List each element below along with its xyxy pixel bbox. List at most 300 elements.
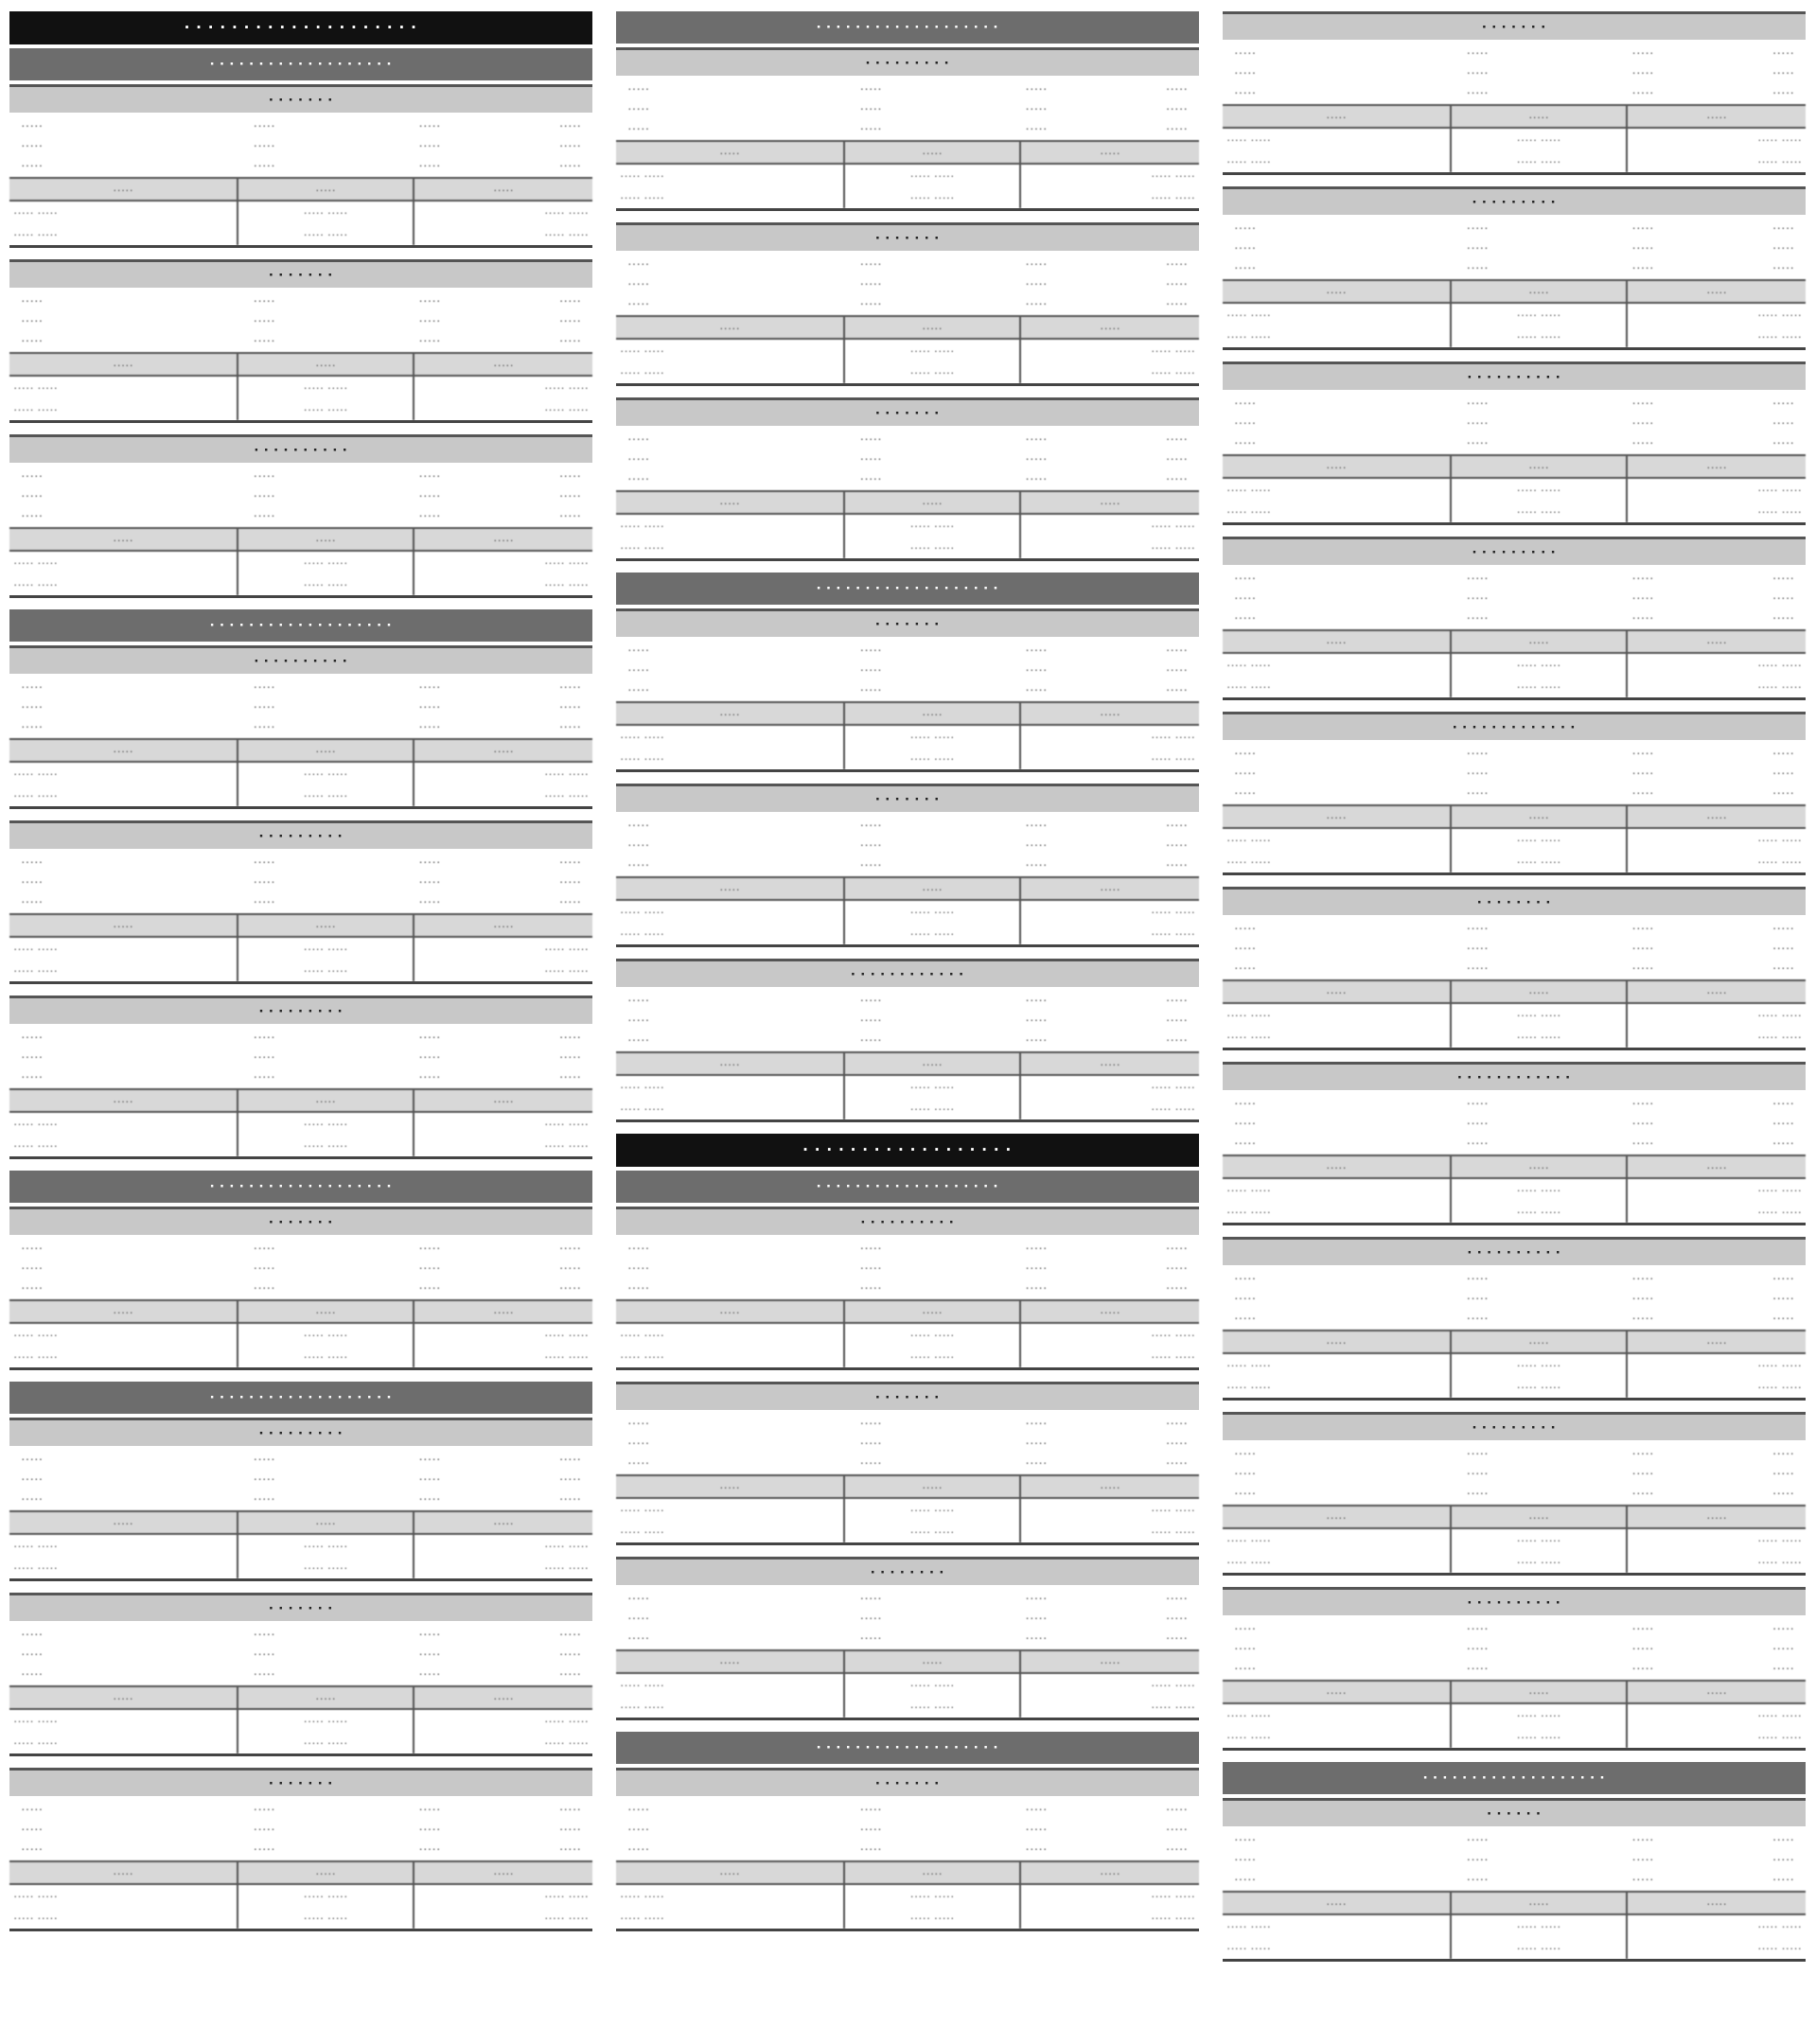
table-cell: ····· ·····	[1151, 730, 1195, 744]
table-cell: ····· ·····	[1757, 833, 1802, 847]
table-row	[1223, 128, 1806, 150]
table-cell: ····· ·····	[1151, 1889, 1195, 1903]
stat-value: ·····	[1025, 1821, 1048, 1836]
table-cell: ····· ·····	[1223, 676, 1451, 697]
stat-value: ·····	[1772, 609, 1795, 625]
stat-value: ·····	[253, 1260, 275, 1275]
table-cell: ····· ·····	[544, 555, 589, 570]
table-cell: ····· ·····	[1451, 303, 1627, 326]
stat-value: ·····	[21, 1279, 44, 1295]
listing-title: · · · · · · ·	[9, 84, 592, 113]
table-header: ·····	[9, 528, 238, 551]
table-cell: ····· ·····	[9, 1534, 238, 1557]
stat-value: ·····	[558, 678, 582, 694]
table-header: ·····	[414, 353, 592, 376]
stat-value: ·····	[859, 1821, 882, 1836]
table-header: ·····	[414, 1861, 592, 1884]
table-cell: ····· ·····	[544, 1911, 589, 1925]
stat-value: ·····	[1165, 1435, 1189, 1450]
stat-value: ·····	[1466, 590, 1489, 605]
stat-value: ·····	[1631, 1095, 1654, 1110]
stat-value: ·····	[627, 1630, 650, 1645]
table-header: ·····	[616, 1052, 844, 1075]
stat-value: ·····	[21, 1068, 44, 1084]
table-cell: ····· ·····	[238, 1907, 414, 1929]
table-row	[1223, 1353, 1806, 1376]
table-cell: ····· ·····	[1223, 1551, 1451, 1573]
listing-card	[1223, 186, 1806, 350]
table-cell: ····· ·····	[844, 1884, 1020, 1907]
stat-value: ·····	[21, 893, 44, 908]
table-cell: ····· ·····	[9, 223, 238, 245]
table-cell: ····· ·····	[1451, 1201, 1627, 1223]
table-header: ·····	[1020, 316, 1199, 339]
table-cell: ····· ·····	[9, 784, 238, 806]
stat-row	[1234, 1308, 1794, 1328]
listing-stats	[1223, 215, 1806, 279]
table-header: ·····	[616, 877, 844, 900]
stat-value: ·····	[253, 1626, 275, 1641]
listing-stats	[9, 849, 592, 913]
table-cell: ····· ·····	[1223, 1178, 1451, 1201]
table-cell: ····· ·····	[1151, 1911, 1195, 1925]
table-header: ·····	[9, 1861, 238, 1884]
listing-card	[1223, 1587, 1806, 1751]
listing-table	[1223, 454, 1806, 522]
stat-row	[1234, 1288, 1794, 1308]
stat-value: ·····	[1466, 960, 1489, 975]
table-cell: ····· ·····	[9, 1907, 238, 1929]
stat-value: ·····	[1165, 1454, 1189, 1470]
listing-table	[9, 352, 592, 420]
stat-value: ·····	[418, 1029, 441, 1044]
stat-value: ·····	[1025, 1415, 1048, 1430]
table-cell: ····· ·····	[544, 1138, 589, 1153]
table-cell: ····· ·····	[616, 1323, 844, 1346]
stat-row	[1234, 1463, 1794, 1483]
listing-table	[616, 490, 1199, 558]
stat-row	[1234, 1869, 1794, 1889]
table-cell: ····· ·····	[1451, 326, 1627, 347]
table-header: ·····	[1627, 630, 1806, 653]
table-cell: ····· ·····	[844, 1673, 1020, 1696]
table-cell: ····· ·····	[238, 937, 414, 960]
stat-value: ·····	[627, 1415, 650, 1430]
stat-value: ·····	[1025, 1012, 1048, 1027]
table-cell: ····· ·····	[844, 1323, 1020, 1346]
table-cell: ····· ·····	[1451, 851, 1627, 872]
stat-value: ·····	[253, 1451, 275, 1466]
stat-value: ·····	[1234, 920, 1257, 935]
stat-row	[1234, 1483, 1794, 1503]
stat-row	[627, 1258, 1188, 1278]
table-cell: ····· ·····	[616, 900, 844, 923]
table-cell: ····· ·····	[1151, 1349, 1195, 1364]
table-cell: ····· ·····	[238, 1557, 414, 1578]
stat-value: ·····	[1466, 414, 1489, 430]
table-cell: ····· ·····	[1223, 653, 1451, 676]
listing-stats	[1223, 1265, 1806, 1330]
table-cell: ····· ·····	[9, 1884, 238, 1907]
stat-row	[1234, 1268, 1794, 1288]
stat-row	[1234, 1093, 1794, 1113]
stat-value: ·····	[418, 487, 441, 502]
listing-table	[616, 701, 1199, 769]
stat-value: ·····	[1772, 220, 1795, 235]
table-header: ·····	[1020, 1052, 1199, 1075]
stat-value: ·····	[418, 1279, 441, 1295]
table-cell: ····· ·····	[844, 1498, 1020, 1521]
stat-row	[627, 1238, 1188, 1258]
stat-value: ·····	[253, 1490, 275, 1506]
stat-value: ·····	[627, 1435, 650, 1450]
table-cell: ····· ·····	[1223, 128, 1451, 150]
table-cell: ····· ·····	[238, 1884, 414, 1907]
stat-value: ·····	[418, 1490, 441, 1506]
stat-value: ·····	[1165, 256, 1189, 271]
stat-value: ·····	[418, 1665, 441, 1681]
stat-value: ·····	[253, 1068, 275, 1084]
stat-value: ·····	[1772, 1135, 1795, 1150]
listing-stats	[616, 251, 1199, 315]
stat-value: ·····	[1631, 1115, 1654, 1130]
stat-row	[627, 1278, 1188, 1297]
stat-row	[627, 1433, 1188, 1453]
table-header: ·····	[616, 1475, 844, 1498]
table-cell: ····· ·····	[1451, 1703, 1627, 1726]
stat-value: ·····	[1631, 960, 1654, 975]
stat-value: ·····	[1466, 1290, 1489, 1305]
table-cell: ····· ·····	[1757, 1555, 1802, 1569]
stat-row	[1234, 1658, 1794, 1678]
table-cell: ····· ·····	[1151, 751, 1195, 766]
stat-value: ·····	[859, 1610, 882, 1625]
table-cell: ····· ·····	[1757, 1008, 1802, 1022]
table-cell: ····· ·····	[238, 376, 414, 398]
stat-value: ·····	[253, 1665, 275, 1681]
stat-value: ·····	[1165, 1821, 1189, 1836]
table-cell: ····· ·····	[1757, 1358, 1802, 1372]
stat-value: ·····	[253, 854, 275, 869]
stat-row	[627, 990, 1188, 1010]
section-header: · · · · · · · · · · · · · · · · · · ·	[9, 1171, 592, 1203]
table-row	[9, 551, 592, 573]
listing-table	[9, 527, 592, 595]
table-cell: ····· ·····	[1223, 326, 1451, 347]
table-row	[616, 164, 1199, 186]
table-row	[1223, 1178, 1806, 1201]
stat-value: ·····	[1772, 395, 1795, 410]
table-cell: ····· ·····	[1757, 132, 1802, 147]
stat-row	[627, 118, 1188, 138]
table-cell: ····· ·····	[544, 577, 589, 591]
stat-value: ·····	[1772, 765, 1795, 780]
stat-value: ·····	[1772, 434, 1795, 449]
listing-title: · · · · · · · · · ·	[616, 1207, 1199, 1235]
stat-value: ·····	[558, 292, 582, 308]
stat-value: ·····	[859, 450, 882, 466]
table-cell: ····· ·····	[1757, 483, 1802, 497]
table-cell: ····· ·····	[1223, 1376, 1451, 1398]
table-cell: ····· ·····	[9, 551, 238, 573]
table-cell: ····· ·····	[9, 398, 238, 420]
table-header: ·····	[1020, 491, 1199, 514]
stat-row	[21, 677, 581, 696]
table-cell: ····· ·····	[616, 748, 844, 769]
table-row	[616, 1346, 1199, 1367]
stat-row	[627, 855, 1188, 874]
stat-row	[21, 466, 581, 485]
table-header: ·····	[1223, 105, 1451, 128]
stat-row	[21, 1258, 581, 1278]
table-header: ·····	[9, 914, 238, 937]
stat-value: ·····	[627, 1590, 650, 1605]
table-header: ·····	[414, 914, 592, 937]
section-header: · · · · · · · · · · · · · · · · · · ·	[9, 609, 592, 642]
stat-value: ·····	[1631, 64, 1654, 79]
table-header: ·····	[9, 1300, 238, 1323]
table-cell: ····· ·····	[1451, 128, 1627, 150]
listing-table	[1223, 979, 1806, 1048]
stat-value: ·····	[1631, 44, 1654, 60]
table-cell: ····· ·····	[1757, 329, 1802, 344]
stat-value: ·····	[558, 1665, 582, 1681]
table-header: ·····	[616, 491, 844, 514]
stat-value: ·····	[253, 698, 275, 714]
table-row	[1223, 150, 1806, 172]
table-row	[1223, 478, 1806, 501]
stat-value: ·····	[1234, 259, 1257, 274]
table-header: ·····	[9, 353, 238, 376]
stat-value: ·····	[627, 837, 650, 852]
stat-row	[21, 1027, 581, 1047]
stat-value: ·····	[1234, 1135, 1257, 1150]
stat-value: ·····	[558, 1048, 582, 1064]
stat-value: ·····	[1025, 80, 1048, 96]
table-header: ·····	[1020, 702, 1199, 725]
stat-value: ·····	[1165, 1012, 1189, 1027]
stat-value: ·····	[1772, 44, 1795, 60]
table-cell: ····· ·····	[844, 900, 1020, 923]
stat-value: ·····	[558, 1821, 582, 1836]
stat-value: ·····	[1466, 1660, 1489, 1675]
stat-value: ·····	[1234, 784, 1257, 800]
table-cell: ····· ·····	[616, 164, 844, 186]
stat-value: ·····	[21, 1490, 44, 1506]
listing-stats	[9, 1621, 592, 1685]
table-cell: ····· ·····	[616, 1696, 844, 1718]
stat-value: ·····	[1772, 1871, 1795, 1886]
table-header: ·····	[238, 1861, 414, 1884]
stat-value: ·····	[627, 1821, 650, 1836]
stat-value: ·····	[1025, 1841, 1048, 1856]
table-row	[9, 1135, 592, 1156]
stat-row	[627, 254, 1188, 273]
listing-card	[9, 1207, 592, 1370]
table-row	[616, 1907, 1199, 1929]
table-cell: ····· ·····	[1757, 658, 1802, 672]
listing-stats	[616, 1585, 1199, 1649]
table-header: ·····	[844, 1052, 1020, 1075]
stat-value: ·····	[418, 1841, 441, 1856]
listing-title: · · · · · · · · · ·	[9, 645, 592, 674]
listing-card	[1223, 361, 1806, 525]
listing-table	[9, 913, 592, 981]
stat-value: ·····	[418, 718, 441, 733]
listing-stats	[1223, 565, 1806, 629]
listing-column-3	[1223, 11, 1806, 1973]
table-row	[616, 339, 1199, 361]
listing-table	[616, 140, 1199, 208]
stat-row	[627, 429, 1188, 449]
table-cell: ····· ·····	[1223, 1726, 1451, 1748]
stat-value: ·····	[558, 873, 582, 889]
table-header: ·····	[1451, 1506, 1627, 1528]
table-header: ·····	[844, 491, 1020, 514]
stat-value: ·····	[1165, 1240, 1189, 1255]
stat-row	[21, 155, 581, 175]
table-cell: ····· ·····	[616, 1907, 844, 1929]
table-cell: ····· ·····	[616, 186, 844, 208]
table-cell: ····· ·····	[1223, 1914, 1451, 1937]
table-row	[1223, 1703, 1806, 1726]
stat-value: ·····	[859, 1801, 882, 1816]
stat-value: ·····	[253, 718, 275, 733]
stat-value: ·····	[1234, 64, 1257, 79]
listing-stats	[1223, 1826, 1806, 1891]
table-cell: ····· ·····	[1757, 1030, 1802, 1044]
stat-value: ·····	[1165, 1279, 1189, 1295]
table-header: ·····	[1627, 1681, 1806, 1703]
stat-value: ·····	[1025, 1279, 1048, 1295]
stat-row	[1234, 743, 1794, 763]
stat-value: ·····	[253, 1240, 275, 1255]
table-cell: ····· ·····	[238, 1346, 414, 1367]
stat-value: ·····	[627, 1240, 650, 1255]
stat-value: ·····	[1165, 1590, 1189, 1605]
table-header: ·····	[238, 353, 414, 376]
stat-row	[21, 115, 581, 135]
stat-value: ·····	[1772, 1831, 1795, 1846]
listing-table	[616, 1299, 1199, 1367]
table-header: ·····	[1627, 455, 1806, 478]
stat-value: ·····	[418, 1646, 441, 1661]
table-header: ·····	[1627, 1506, 1806, 1528]
listing-card	[9, 1593, 592, 1756]
stat-value: ·····	[1466, 64, 1489, 79]
table-cell: ····· ·····	[544, 227, 589, 241]
stat-value: ·····	[21, 854, 44, 869]
stat-value: ·····	[1466, 259, 1489, 274]
stat-value: ·····	[627, 450, 650, 466]
stat-value: ·····	[1234, 1465, 1257, 1480]
stat-value: ·····	[418, 854, 441, 869]
stat-row	[627, 98, 1188, 118]
table-cell: ····· ·····	[1757, 1183, 1802, 1197]
table-cell: ····· ·····	[544, 1539, 589, 1553]
listing-table	[9, 177, 592, 245]
listing-card	[616, 1382, 1199, 1545]
table-row	[1223, 303, 1806, 326]
stat-value: ·····	[21, 1471, 44, 1486]
stat-value: ·····	[1466, 1640, 1489, 1655]
listing-stats	[9, 1024, 592, 1088]
listing-stats	[616, 637, 1199, 701]
table-cell: ····· ·····	[1223, 1201, 1451, 1223]
stat-value: ·····	[1165, 470, 1189, 485]
table-header: ·····	[238, 1089, 414, 1112]
table-cell: ····· ·····	[616, 1521, 844, 1542]
table-cell: ····· ·····	[1151, 1503, 1195, 1517]
table-cell: ····· ·····	[238, 1323, 414, 1346]
table-cell: ····· ·····	[544, 963, 589, 978]
table-header: ·····	[1451, 1155, 1627, 1178]
stat-value: ·····	[1165, 642, 1189, 657]
table-header: ·····	[844, 141, 1020, 164]
listing-table	[9, 1510, 592, 1578]
table-cell: ····· ·····	[1757, 855, 1802, 869]
stat-value: ·····	[1025, 450, 1048, 466]
listing-table	[616, 1649, 1199, 1718]
stat-value: ·····	[1165, 1801, 1189, 1816]
table-header: ·····	[414, 739, 592, 762]
stat-value: ·····	[1025, 1590, 1048, 1605]
stat-value: ·····	[1631, 609, 1654, 625]
table-row	[9, 573, 592, 595]
table-cell: ····· ·····	[1757, 1533, 1802, 1547]
stat-value: ·····	[1466, 1310, 1489, 1325]
stat-value: ·····	[1631, 259, 1654, 274]
table-row	[9, 1534, 592, 1557]
listing-title: · · · · · · · · · · · ·	[1223, 1062, 1806, 1090]
stat-value: ·····	[1165, 275, 1189, 291]
stat-value: ·····	[1466, 765, 1489, 780]
listing-table	[9, 1299, 592, 1367]
stat-row	[21, 1819, 581, 1839]
stat-value: ·····	[21, 698, 44, 714]
stat-row	[21, 852, 581, 872]
table-cell: ····· ·····	[544, 942, 589, 956]
listing-title: · · · · · · ·	[616, 784, 1199, 812]
stat-value: ·····	[859, 1240, 882, 1255]
listing-card	[616, 608, 1199, 772]
table-row	[9, 398, 592, 420]
stat-value: ·····	[1466, 1445, 1489, 1460]
table-cell: ····· ·····	[1451, 501, 1627, 522]
table-cell: ····· ·····	[544, 1714, 589, 1728]
table-row	[1223, 1376, 1806, 1398]
stat-value: ·····	[1234, 220, 1257, 235]
stat-value: ·····	[1234, 609, 1257, 625]
stat-value: ·····	[1772, 1115, 1795, 1130]
listing-stats	[1223, 40, 1806, 104]
table-cell: ····· ·····	[1451, 1937, 1627, 1959]
listing-table	[1223, 1505, 1806, 1573]
listing-title: · · · · · · · ·	[616, 1557, 1199, 1585]
stat-value: ·····	[1772, 64, 1795, 79]
table-cell: ····· ·····	[9, 1323, 238, 1346]
table-cell: ····· ·····	[9, 762, 238, 784]
stat-value: ·····	[1165, 1031, 1189, 1047]
section-header: · · · · · · · · · · · · · · · · · · ·	[9, 1382, 592, 1414]
table-row	[1223, 1914, 1806, 1937]
stat-value: ·····	[1466, 1831, 1489, 1846]
table-header: ·····	[1223, 980, 1451, 1003]
stat-value: ·····	[1466, 745, 1489, 760]
table-cell: ····· ·····	[616, 514, 844, 537]
stat-value: ·····	[1234, 765, 1257, 780]
stat-value: ·····	[1466, 239, 1489, 255]
